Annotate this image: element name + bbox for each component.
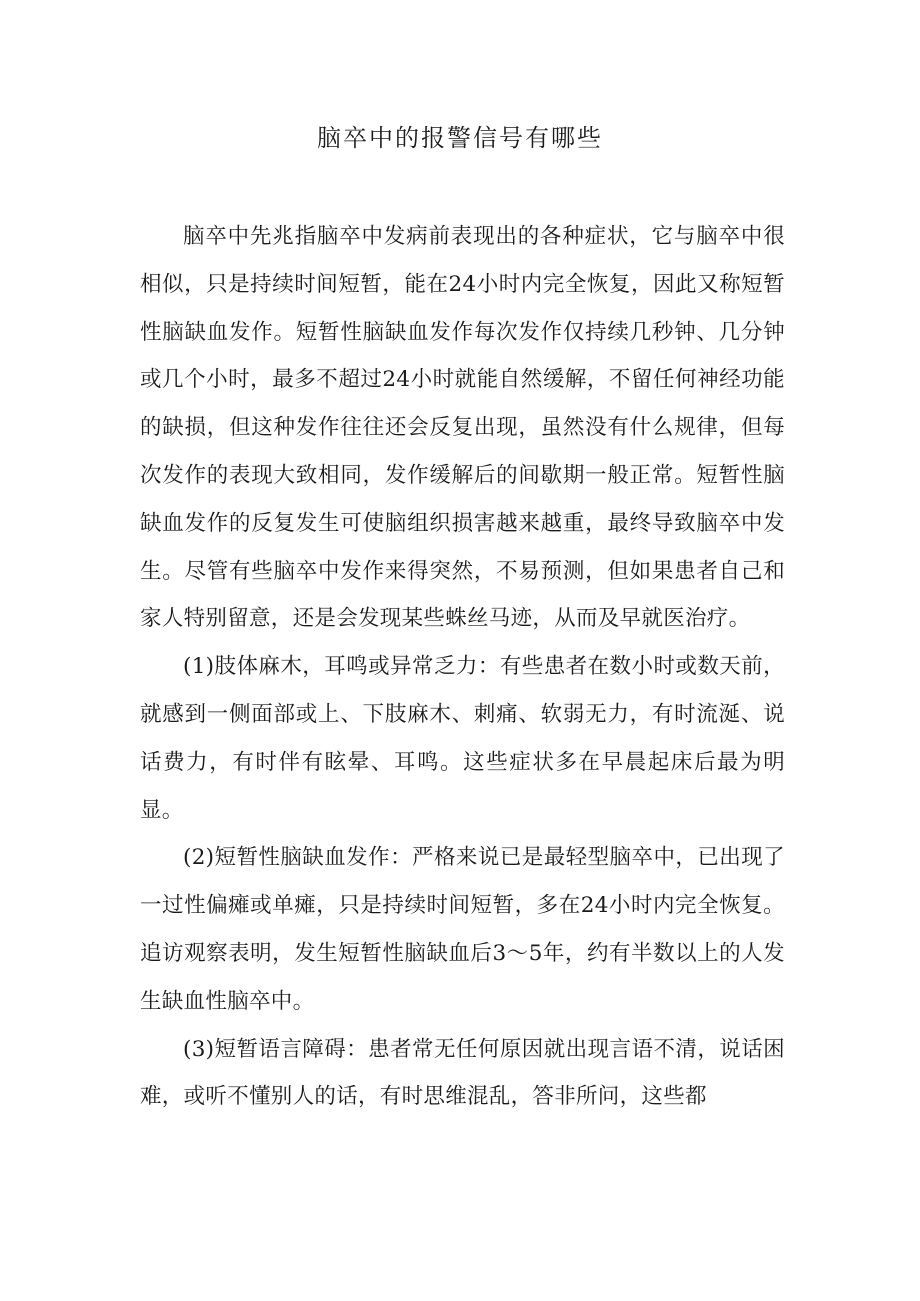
paragraph-sign-1: (1)肢体麻木，耳鸣或异常乏力：有些患者在数小时或数天前，就感到一侧面部或上、下肢麻木、刺痛、软弱无力，有时流涎、说话费力，有时伴有眩晕、耳鸣。这些症状多在早晨起床后最为明显。 [140,654,785,823]
paragraph-sign-2: (2)短暂性脑缺血发作：严格来说已是最轻型脑卒中，已出现了一过性偏瘫或单瘫，只是持续时间短暂，多在24小时内完全恢复。追访观察表明，发生短暂性脑缺血后3～5年，约有半数以上的人发生缺血性脑卒中。 [140,845,785,1014]
document-title: 脑卒中的报警信号有哪些 [317,124,603,152]
paragraph-sign-3: (3)短暂语言障碍：患者常无任何原因就出现言语不清，说话困难，或听不懂别人的话，有时思维混乱，答非所问，这些都 [140,1036,785,1110]
document-body [140,213,785,1121]
paragraph-intro: 脑卒中先兆指脑卒中发病前表现出的各种症状，它与脑卒中很相似，只是持续时间短暂，能在24小时内完全恢复，因此又称短暂性脑缺血发作。短暂性脑缺血发作每次发作仅持续几秒钟、几分钟或几个小时，最多不超过24小时就能自然缓解，不留任何神经功能的缺损，但这种发作往往还会反复出现，虽然没有什么规律，但每次发作的表现大致相同，发作缓解后的间歇期一般正常。短暂性脑缺血发作的反复发生可使脑组织损害越来越重，最终导致脑卒中发生。尽管有些脑卒中发作来得突然，不易预测，但如果患者自己和家人特别留意，还是会发现某些蛛丝马迹，从而及早就医治疗。 [140,224,785,632]
